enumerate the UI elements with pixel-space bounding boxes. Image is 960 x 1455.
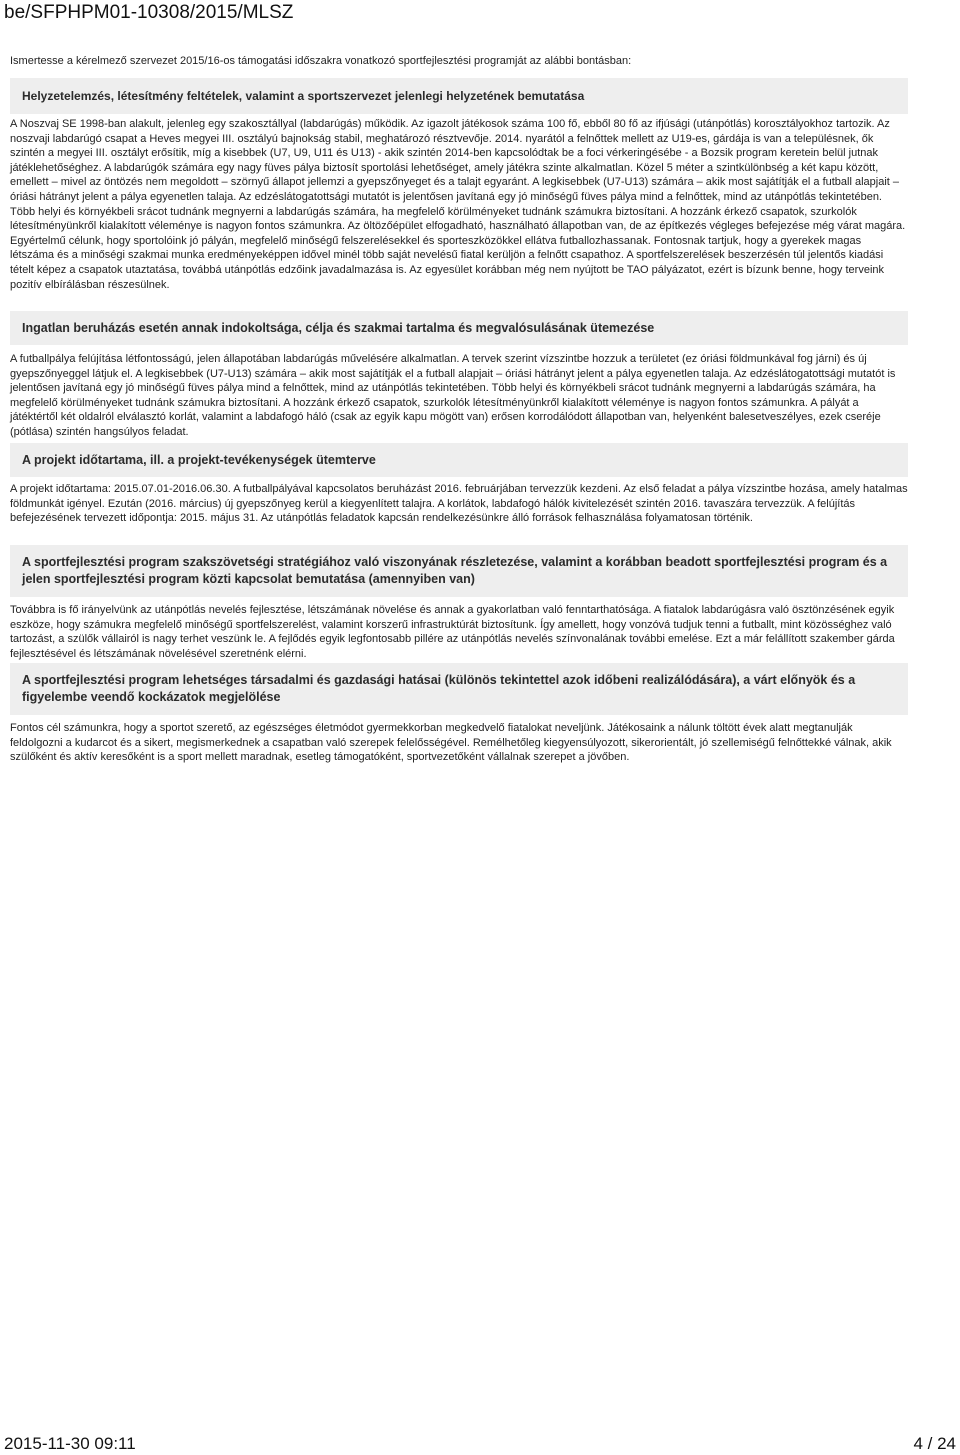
section-body: Továbbra is fő irányelvünk az utánpótlás nevelés fejlesztése, létszámának növelése és annak a gyakorlatban való fenntarthatósága. A fiatalok labdarúgásra való ösztönzésének egyik eszköze, hogy számukra megfelelő minőségű sportfelszerelést, valamint korszerű infrastruktúrát biztosítunk. Így amellett, hogy vonzóvá tudjuk tenni a futballt, mint közösséghez való tartozást, a szülők vállairól is nagy terhet veszünk le. A fejlődés egyik legfontosabb pillére az utánpótlás nevelés színvonalának további emelése. Ezt a már felállított szakember gárda fejlesztésével és létszámának növelésével szeretnénk elérni. — [10, 604, 895, 660]
section-body: Fontos cél számunkra, hogy a sportot szerető, az egészséges életmódot gyermekkorban megkedvelő fiatalokat neveljünk. Játékosaink a nálunk töltött évek alatt megtanulják feldolgozni a kudarcot és a sikert, megismerkednek a csapatban való szerepek felelősségével. Remélhetőleg kiegyensúlyozott, sikerorientált, jó szellemiségű felnőttekké válnak, akik szülőként és aktív keresőként is a sport mellett maradnak, esetleg támogatóként, sportvezetőként vállalnak szerepet a jövőben. — [10, 722, 892, 764]
section-body: A Noszvaj SE 1998-ban alakult, jelenleg egy szakosztállyal (labdarúgás) működik. Az igazolt játékosok száma 100 fő, ebből 80 fő az ifjúsági (utánpótlás) korosztályokhoz tartozik. Az noszvaji labdarúgó csapat a Heves megyei III. osztályú bajnokság stabil, meghatározó résztvevője. 2014. nyarától a felnőttek mellett az U19-es, gárdája is van a településnek, ők szintén a megyei III. osztályt erősítik, míg a kisebbek (U7, U9, U11 és U13) - akik szintén 2014-ben kapcsolódtak be a foci vérkeringésébe - a Bozsik program keretein belül jutnak játéklehetőséghez. A labdarúgók számára egy nagy füves pálya biztosít sportolási lehetőséget, amely játékra szinte alkalmatlan. Közel 5 méter a szintkülönbség a két kapu között, emellett – mivel az öntözés nem megoldott – szörnyű állapot jellemzi a gyepszőnyeget és a talajt egyaránt. A legkisebbek (U7-U13) számára – akik most sajátítják el a futball alapjait – óriási hátrányt jelent a pálya egyenetlen talaja. Az edzéslátogatottsági mutatót is jelentősen javítaná egy jó minőségű füves pálya mind a felnőttek, mind az utánpótlás tekintetében. Több helyi és környékbeli srácot tudnánk megnyerni a labdarúgás számára, ha megfelelő körülményeket tudnánk számukra biztosítani. A hozzánk érkező csapatok, szurkolók létesítményünkről kialakított véleménye is nagyon fontos számunkra. Az öltözőépület elfogadható, használható állapotban van, de az építkezés végleges befejezése még várat magára. Egyértelmű célunk, hogy sportolóink jó pályán, megfelelő minőségű felszerelésekkel és sporteszközökkel ellátva futballozhassanak. Fontosnak tartjuk, hogy a gyerekek magas létszáma és a minőségi szakmai munka eredményeképpen idővel minél több saját nevelésű fiatal kerüljön a felnőtt csapathoz. A sportfelszerelések beszerzésén túl jelentős kiadási tételt képez a csapatok utaztatása, továbbá utánpótlás edzőink javadalmazása is. Az egyesület korábban még nem nyújtott be TAO pályázatot, ezért is bízunk benne, hogy terveink pozitív elbírálásban részesülnek. — [10, 118, 906, 291]
section-situation-analysis — [10, 78, 908, 292]
section-title: Ingatlan beruházás esetén annak indokoltsága, célja és szakmai tartalma és megvalósulásának ütemezése — [10, 311, 908, 345]
page-number: 4 / 24 — [913, 1434, 956, 1453]
section-project-timeline — [10, 443, 908, 526]
section-title: A sportfejlesztési program szakszövetségi stratégiához való viszonyának részletezése, valamint a korábban beadott sportfejlesztési program és a jelen sportfejlesztési program közti kapcsolat bemutatása (amennyiben van) — [10, 545, 908, 597]
section-federation-strategy — [10, 545, 908, 661]
intro-text: Ismertesse a kérelmező szervezet 2015/16-os támogatási időszakra vonatkozó sportfejlesztési programját az alábbi bontásban: — [10, 55, 632, 67]
section-title: Helyzetelemzés, létesítmény feltételek, valamint a sportszervezet jelenlegi helyzetének bemutatása — [10, 78, 908, 114]
section-title: A projekt időtartama, ill. a projekt-tevékenységek ütemterve — [10, 443, 908, 477]
section-body: A futballpálya felújítása létfontosságú, jelen állapotában labdarúgás művelésére alkalmatlan. A tervek szerint vízszintbe hozzuk a területet (ez óriási földmunkával fog járni) és új gyepszőnyeggel látjuk el. A legkisebbek (U7-U13) számára – akik most sajátítják el a futball alapjait – óriási hátrányt jelent a pálya egyenetlen talaja. Az edzéslátogatottsági mutatót is jelentősen javítaná egy jó minőségű füves pálya mind a felnőttek, mind az utánpótlás tekintetében. Több helyi és környékbeli srácot tudnánk megnyerni a labdarúgás számára, ha megfelelő körülményeket tudnánk számukra biztosítani. A hozzánk érkező csapatok, szurkolók létesítményünkről kialakított véleménye is nagyon fontos számunkra. A pályát a játéktértől két oldalról elválasztó korlát, valamint a labdafogó háló (csak az egyik kapu mögött van) erősen korrodálódott állapotban van, helyenként balesetveszélyes, ezek cseréje (pótlása) szintén hangsúlyos feladat. — [10, 353, 896, 438]
section-body: A projekt időtartama: 2015.07.01-2016.06.30. A futballpályával kapcsolatos beruházást 2016. februárjában tervezzük kezdeni. Az első feladat a pálya vízszintbe hozása, amely hatalmas földmunkát igényel. Ezután (2016. március) új gyepszőnyeg kerül a kiegyenlített talajra. A korlátok, labdafogó hálók kivitelezését szintén 2016. tavaszára tervezzük. A felújítás befejezésének tervezett időpontja: 2015. május 31. Az utánpótlás feladatok kapcsán rendelkezésünkre álló források felhasználása folyamatosan történik. — [10, 483, 908, 525]
document-id: be/SFPHPM01-10308/2015/MLSZ — [4, 2, 294, 23]
section-title: A sportfejlesztési program lehetséges társadalmi és gazdasági hatásai (különös tekintettel azok időbeni realizálódására), a várt előnyök és a figyelembe veendő kockázatok megjelölése — [10, 663, 908, 715]
section-social-economic-impact — [10, 663, 908, 765]
footer-datetime: 2015-11-30 09:11 — [4, 1434, 136, 1453]
section-real-estate-investment — [10, 311, 908, 440]
